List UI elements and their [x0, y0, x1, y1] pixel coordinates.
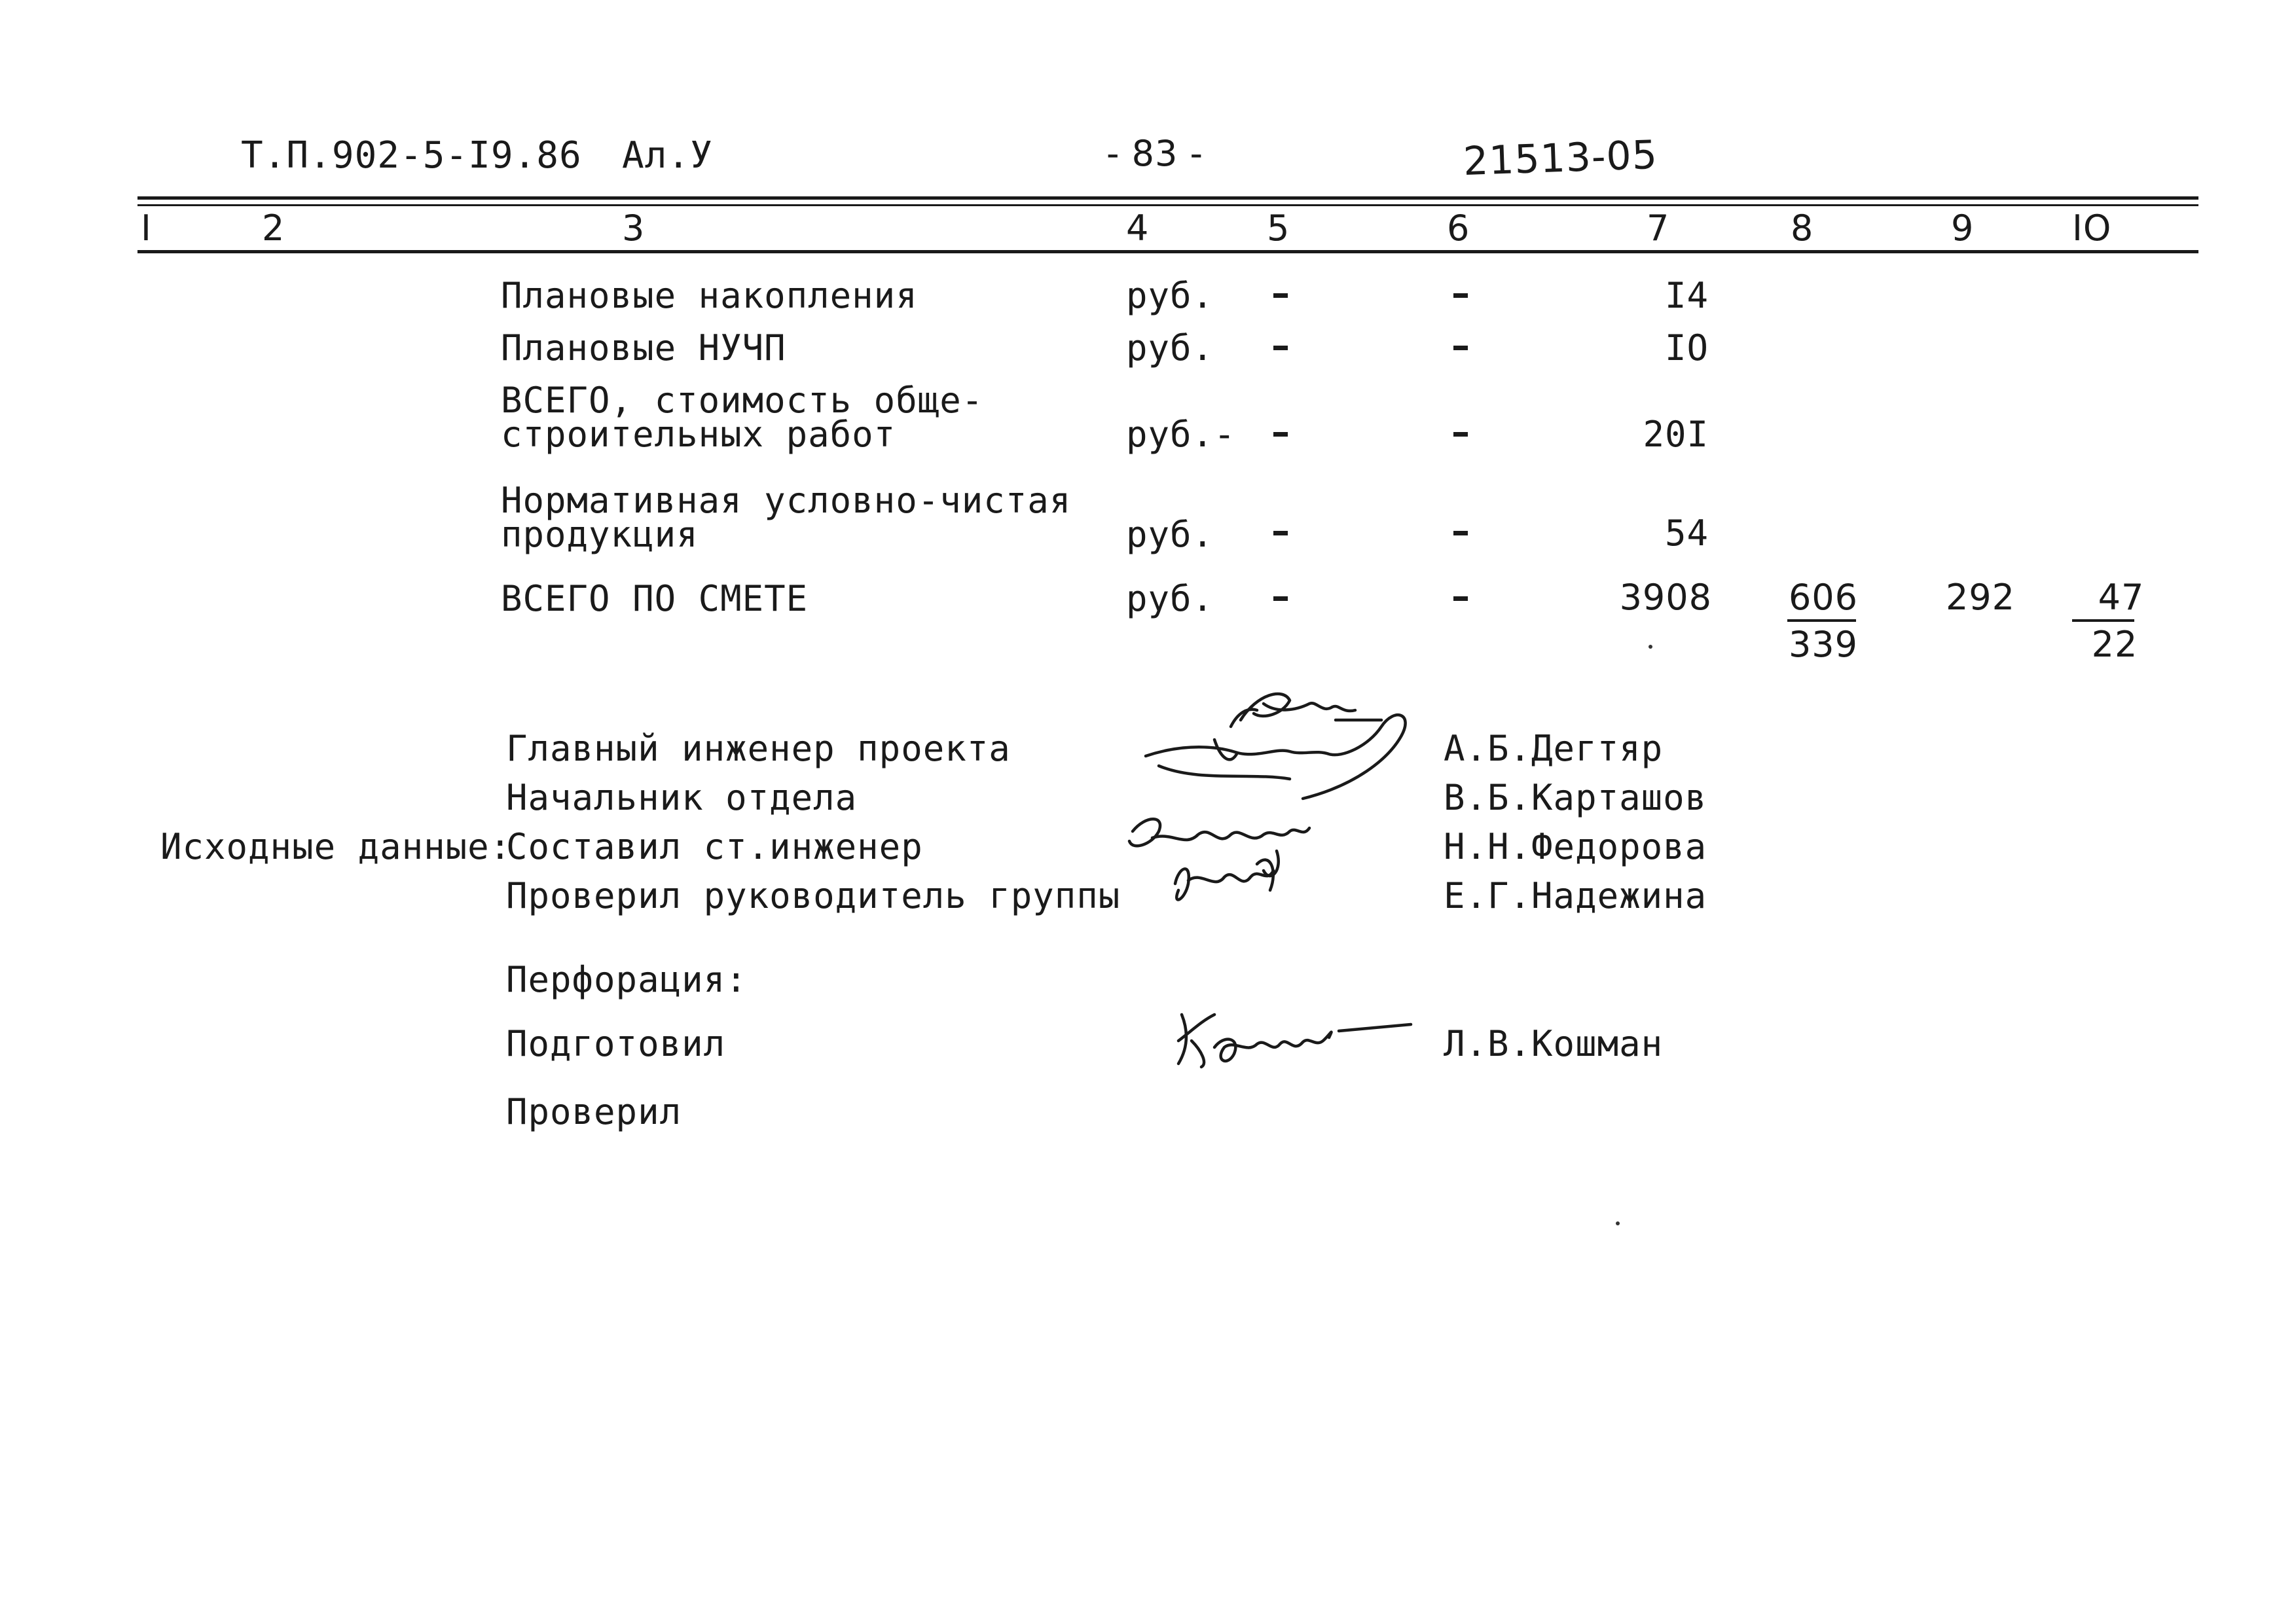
unit-cell: руб. — [1126, 275, 1214, 316]
dash-col5 — [1273, 432, 1288, 437]
value-col7: IO — [1664, 327, 1709, 369]
unit-cell: руб. — [1126, 514, 1214, 555]
signatures-cluster — [1106, 674, 1447, 936]
dash-col5 — [1273, 596, 1288, 601]
dash-col6 — [1453, 531, 1468, 535]
prepared-label: Подготовил — [506, 1023, 726, 1064]
column-number-7: 7 — [1647, 208, 1670, 249]
value-col7: I4 — [1664, 275, 1709, 316]
row-label-line1: ВСЕГО, стоимость обще- — [501, 380, 984, 421]
column-number-9: 9 — [1951, 208, 1975, 249]
value-col7: 3908 — [1619, 577, 1712, 618]
page-number: - 83 - — [1106, 133, 1204, 174]
name-chief-engineer: А.Б.Дегтяр — [1444, 728, 1664, 769]
row-label: ВСЕГО ПО СМЕТЕ — [501, 578, 809, 619]
fraction-line-col10 — [2072, 619, 2134, 622]
value-col7: 20I — [1643, 414, 1709, 455]
unit-cell: руб. — [1126, 578, 1214, 619]
column-number-8: 8 — [1791, 208, 1814, 249]
name-department-head: В.Б.Карташов — [1444, 777, 1707, 818]
dash-col6 — [1453, 293, 1468, 298]
dash-col6 — [1453, 596, 1468, 601]
value-col9: 292 — [1945, 577, 2016, 618]
dash-col6 — [1453, 346, 1468, 350]
role-department-head: Начальник отдела — [506, 777, 858, 818]
value-col7: 54 — [1664, 513, 1709, 554]
value-col10-denominator: 22 — [2091, 624, 2138, 665]
name-compiled-by: Н.Н.Федорова — [1444, 826, 1707, 867]
checked-label: Проверил — [506, 1091, 682, 1132]
unit-cell: руб.- — [1126, 414, 1236, 455]
column-number-6: 6 — [1447, 208, 1470, 249]
dash-col5 — [1273, 293, 1288, 298]
column-number-10: IO — [2072, 208, 2112, 249]
header-rule-bottom — [137, 250, 2198, 253]
fraction-line-col8 — [1787, 619, 1856, 622]
row-label-line1: Нормативная условно-чистая — [501, 480, 1072, 521]
value-col8-numerator: 606 — [1788, 577, 1859, 618]
signature-fedorova — [1129, 819, 1309, 876]
row-label-line2: продукция — [501, 514, 699, 555]
prepared-name: Л.В.Кошман — [1444, 1023, 1664, 1064]
header-rule-top — [137, 196, 2198, 200]
signature-koshman — [1162, 1001, 1424, 1074]
dash-col5 — [1273, 346, 1288, 350]
dash-col6 — [1453, 432, 1468, 437]
handwritten-stamp-number: 21513-05 — [1462, 132, 1659, 185]
row-label: Плановые накопления — [501, 275, 918, 316]
source-data-label: Исходные данные: — [160, 826, 512, 867]
doc-code: Т.П.902-5-I9.86 — [241, 134, 582, 177]
value-col10-numerator: 47 — [2098, 577, 2145, 618]
perforation-label: Перфорация: — [506, 959, 748, 1000]
signature-degtyar — [1231, 694, 1381, 727]
column-number-2: 2 — [262, 208, 285, 249]
role-compiled-by: Составил ст.инженер — [506, 826, 923, 867]
album-label: Ал.У — [622, 134, 713, 177]
row-label-line2: строительных работ — [501, 414, 896, 455]
name-checked-by-group-lead: Е.Г.Надежина — [1444, 875, 1707, 916]
column-number-1: I — [141, 208, 152, 249]
column-number-3: 3 — [622, 208, 646, 249]
scan-speck — [1649, 645, 1652, 649]
role-checked-by-group-lead: Проверил руководитель группы — [506, 875, 1121, 916]
dash-col5 — [1273, 531, 1288, 535]
row-label: Плановые НУЧП — [501, 327, 786, 369]
scan-speck — [1616, 1221, 1620, 1225]
value-col8-denominator: 339 — [1788, 624, 1859, 665]
signature-nadezhina — [1175, 860, 1273, 900]
unit-cell: руб. — [1126, 327, 1214, 369]
column-number-4: 4 — [1126, 208, 1150, 249]
header-rule-top-2 — [137, 204, 2198, 206]
column-number-5: 5 — [1267, 208, 1290, 249]
signature-kartashov — [1146, 715, 1406, 799]
role-chief-engineer: Главный инженер проекта — [506, 728, 1011, 769]
